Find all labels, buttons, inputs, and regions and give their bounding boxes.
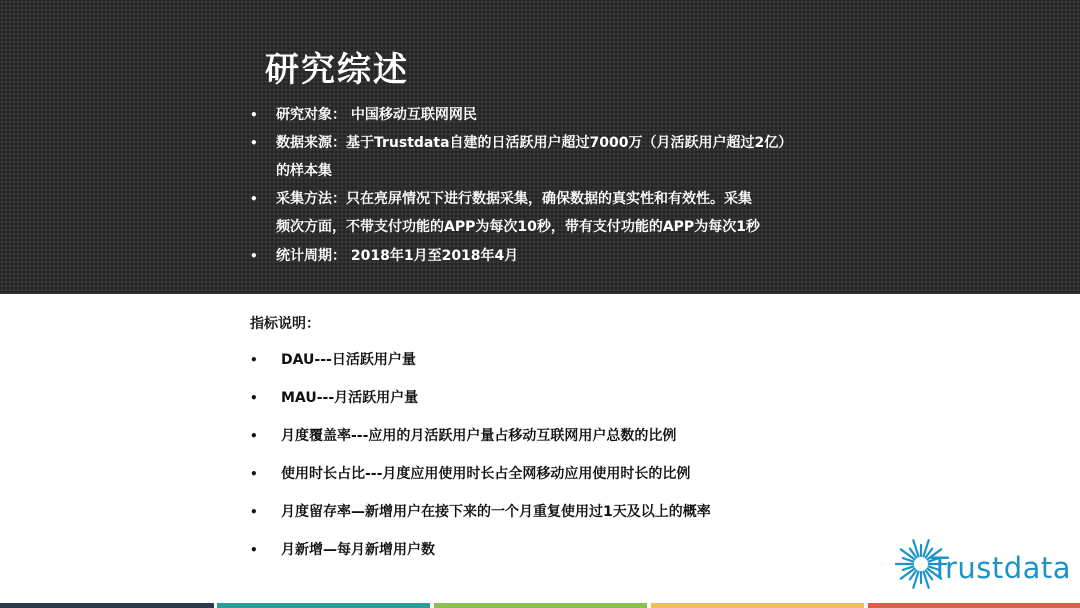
footer-bar-teal [217,603,430,608]
footer-color-bars [0,603,1080,608]
overview-item-text: 的样本集 [276,163,332,179]
indicators-heading: 指标说明： [250,316,320,332]
footer-bar-yellow [651,603,864,608]
bullet-icon: • [250,391,258,405]
indicator-item-text: 使用时长占比---月度应用使用时长占全网移动应用使用时长的比例 [281,466,691,482]
overview-item-text: 数据来源：基于Trustdata自建的日活跃用户超过7000万（月活跃用户超过2亿） [276,135,793,151]
bullet-icon: • [250,108,258,122]
bullet-icon: • [250,543,258,557]
bullet-icon: • [250,353,258,367]
overview-item-source [0,129,1080,157]
footer-bar-navy [0,603,214,608]
logo-wordmark: Trustdata [931,551,1072,585]
indicator-item-text: DAU---日活跃用户量 [281,352,416,368]
overview-item-period [0,242,1080,270]
indicator-item-text: 月度覆盖率---应用的月活跃用户量占移动互联网用户总数的比例 [281,428,677,444]
overview-item-method [0,185,1080,213]
footer-bar-green [434,603,647,608]
indicator-item-dau [0,346,1080,374]
bullet-icon: • [250,467,258,481]
indicator-item-time-share [0,460,1080,488]
bullet-icon: • [250,249,258,263]
bullet-icon: • [250,192,258,206]
indicator-item-text: 月度留存率—新增用户在接下来的一个月重复使用过1天及以上的概率 [281,504,711,520]
indicator-item-retention [0,498,1080,526]
bullet-icon: • [250,136,258,150]
indicator-item-mau [0,384,1080,412]
indicator-item-text: 月新增—每月新增用户数 [281,542,435,558]
page-title: 研究综述 [265,50,409,90]
trustdata-logo [893,535,1072,593]
header-panel [0,0,1080,294]
footer-bar-red [868,603,1080,608]
bullet-icon: • [250,429,258,443]
overview-item-source-cont [0,157,1080,185]
indicator-item-coverage [0,422,1080,450]
overview-item-text: 频次方面，不带支付功能的APP为每次10秒，带有支付功能的APP为每次1秒 [276,219,760,235]
overview-item-text: 统计周期： 2018年1月至2018年4月 [276,248,519,264]
indicator-item-text: MAU---月活跃用户量 [281,390,419,406]
overview-item-text: 研究对象： 中国移动互联网网民 [276,107,477,123]
bullet-icon: • [250,505,258,519]
overview-item-text: 采集方法：只在亮屏情况下进行数据采集，确保数据的真实性和有效性。采集 [276,191,752,207]
overview-item-subject [0,101,1080,129]
overview-item-method-cont [0,213,1080,241]
